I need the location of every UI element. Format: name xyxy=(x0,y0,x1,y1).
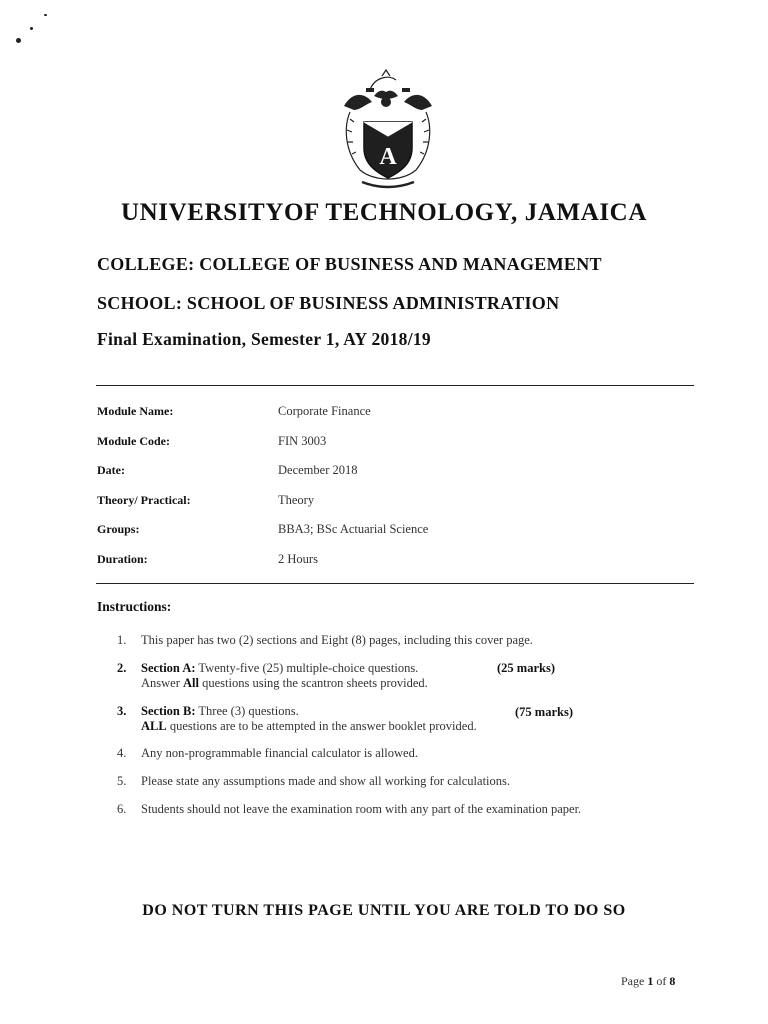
line2-post: questions using the scantron sheets provided. xyxy=(199,676,428,690)
detail-value: BBA3; BSc Actuarial Science xyxy=(278,522,429,536)
scan-speck xyxy=(44,14,47,16)
instruction-number: 1. xyxy=(117,633,127,647)
university-name: UNIVERSITYOF TECHNOLOGY, JAMAICA xyxy=(121,199,647,226)
detail-label: Duration: xyxy=(97,551,148,566)
crest-letter: A xyxy=(379,144,397,170)
detail-label: Module Name: xyxy=(97,404,174,418)
detail-value: 2 Hours xyxy=(278,551,318,566)
instruction-number: 6. xyxy=(117,802,127,816)
university-crest-icon xyxy=(330,66,446,192)
scan-speck xyxy=(16,38,21,43)
detail-row-groups xyxy=(97,522,657,552)
line2-post: questions are to be attempted in the answer booklet provided. xyxy=(166,719,477,733)
detail-label: Theory/ Practical: xyxy=(97,492,191,507)
detail-label: Module Code: xyxy=(97,433,170,448)
instruction-number: 4. xyxy=(117,746,127,760)
module-details xyxy=(97,404,657,581)
detail-value: Corporate Finance xyxy=(278,404,371,418)
detail-value: December 2018 xyxy=(278,463,358,477)
page-of: of xyxy=(656,974,667,988)
school-name: SCHOOL: SCHOOL OF BUSINESS ADMINISTRATION xyxy=(97,293,560,313)
instruction-text xyxy=(141,704,697,734)
instruction-number: 3. xyxy=(117,704,127,718)
page-number xyxy=(621,974,675,989)
section-description: Twenty-five (25) multiple-choice questions. xyxy=(195,661,419,675)
section-marks: (25 marks) xyxy=(497,661,555,675)
instruction-number: 2. xyxy=(117,661,127,675)
instruction-line2 xyxy=(141,676,697,691)
instruction-text: Students should not leave the examination room with any part of the examination paper. xyxy=(141,802,582,816)
detail-row-theory-practical xyxy=(97,493,657,523)
detail-row-date xyxy=(97,463,657,493)
detail-value: Theory xyxy=(278,492,315,507)
section-marks: (75 marks) xyxy=(515,705,573,719)
detail-value: FIN 3003 xyxy=(278,433,327,448)
page-total: 8 xyxy=(669,974,676,988)
section-label: Section B: xyxy=(141,704,196,718)
instruction-text: Any non-programmable financial calculator is allowed. xyxy=(141,746,418,760)
line2-emphasis: ALL xyxy=(141,719,167,733)
detail-row-duration xyxy=(97,552,657,582)
page-label: Page xyxy=(621,974,645,988)
divider xyxy=(96,583,694,584)
line2-pre: Answer xyxy=(141,676,184,690)
section-description: Three (3) questions. xyxy=(195,704,299,718)
detail-row-module-code xyxy=(97,434,657,464)
detail-row-module-name xyxy=(97,404,657,434)
instructions-title: Instructions: xyxy=(97,599,172,614)
instruction-text: Please state any assumptions made and show all working for calculations. xyxy=(141,774,511,788)
do-not-turn-warning: DO NOT TURN THIS PAGE UNTIL YOU ARE TOLD TO DO SO xyxy=(142,902,626,919)
instruction-number: 5. xyxy=(117,774,127,788)
line2-emphasis: All xyxy=(183,676,199,690)
detail-label: Date: xyxy=(97,463,125,477)
scan-speck xyxy=(30,27,33,30)
section-label: Section A: xyxy=(141,661,196,675)
exam-title: Final Examination, Semester 1, AY 2018/19 xyxy=(97,329,431,349)
instruction-text xyxy=(141,661,697,691)
college-name: COLLEGE: COLLEGE OF BUSINESS AND MANAGEMENT xyxy=(97,254,602,274)
instruction-text: This paper has two (2) sections and Eight (8) pages, including this cover page. xyxy=(141,633,533,647)
detail-label: Groups: xyxy=(97,522,140,536)
instruction-line2 xyxy=(141,719,697,734)
page-current: 1 xyxy=(647,974,654,988)
divider xyxy=(96,385,694,386)
